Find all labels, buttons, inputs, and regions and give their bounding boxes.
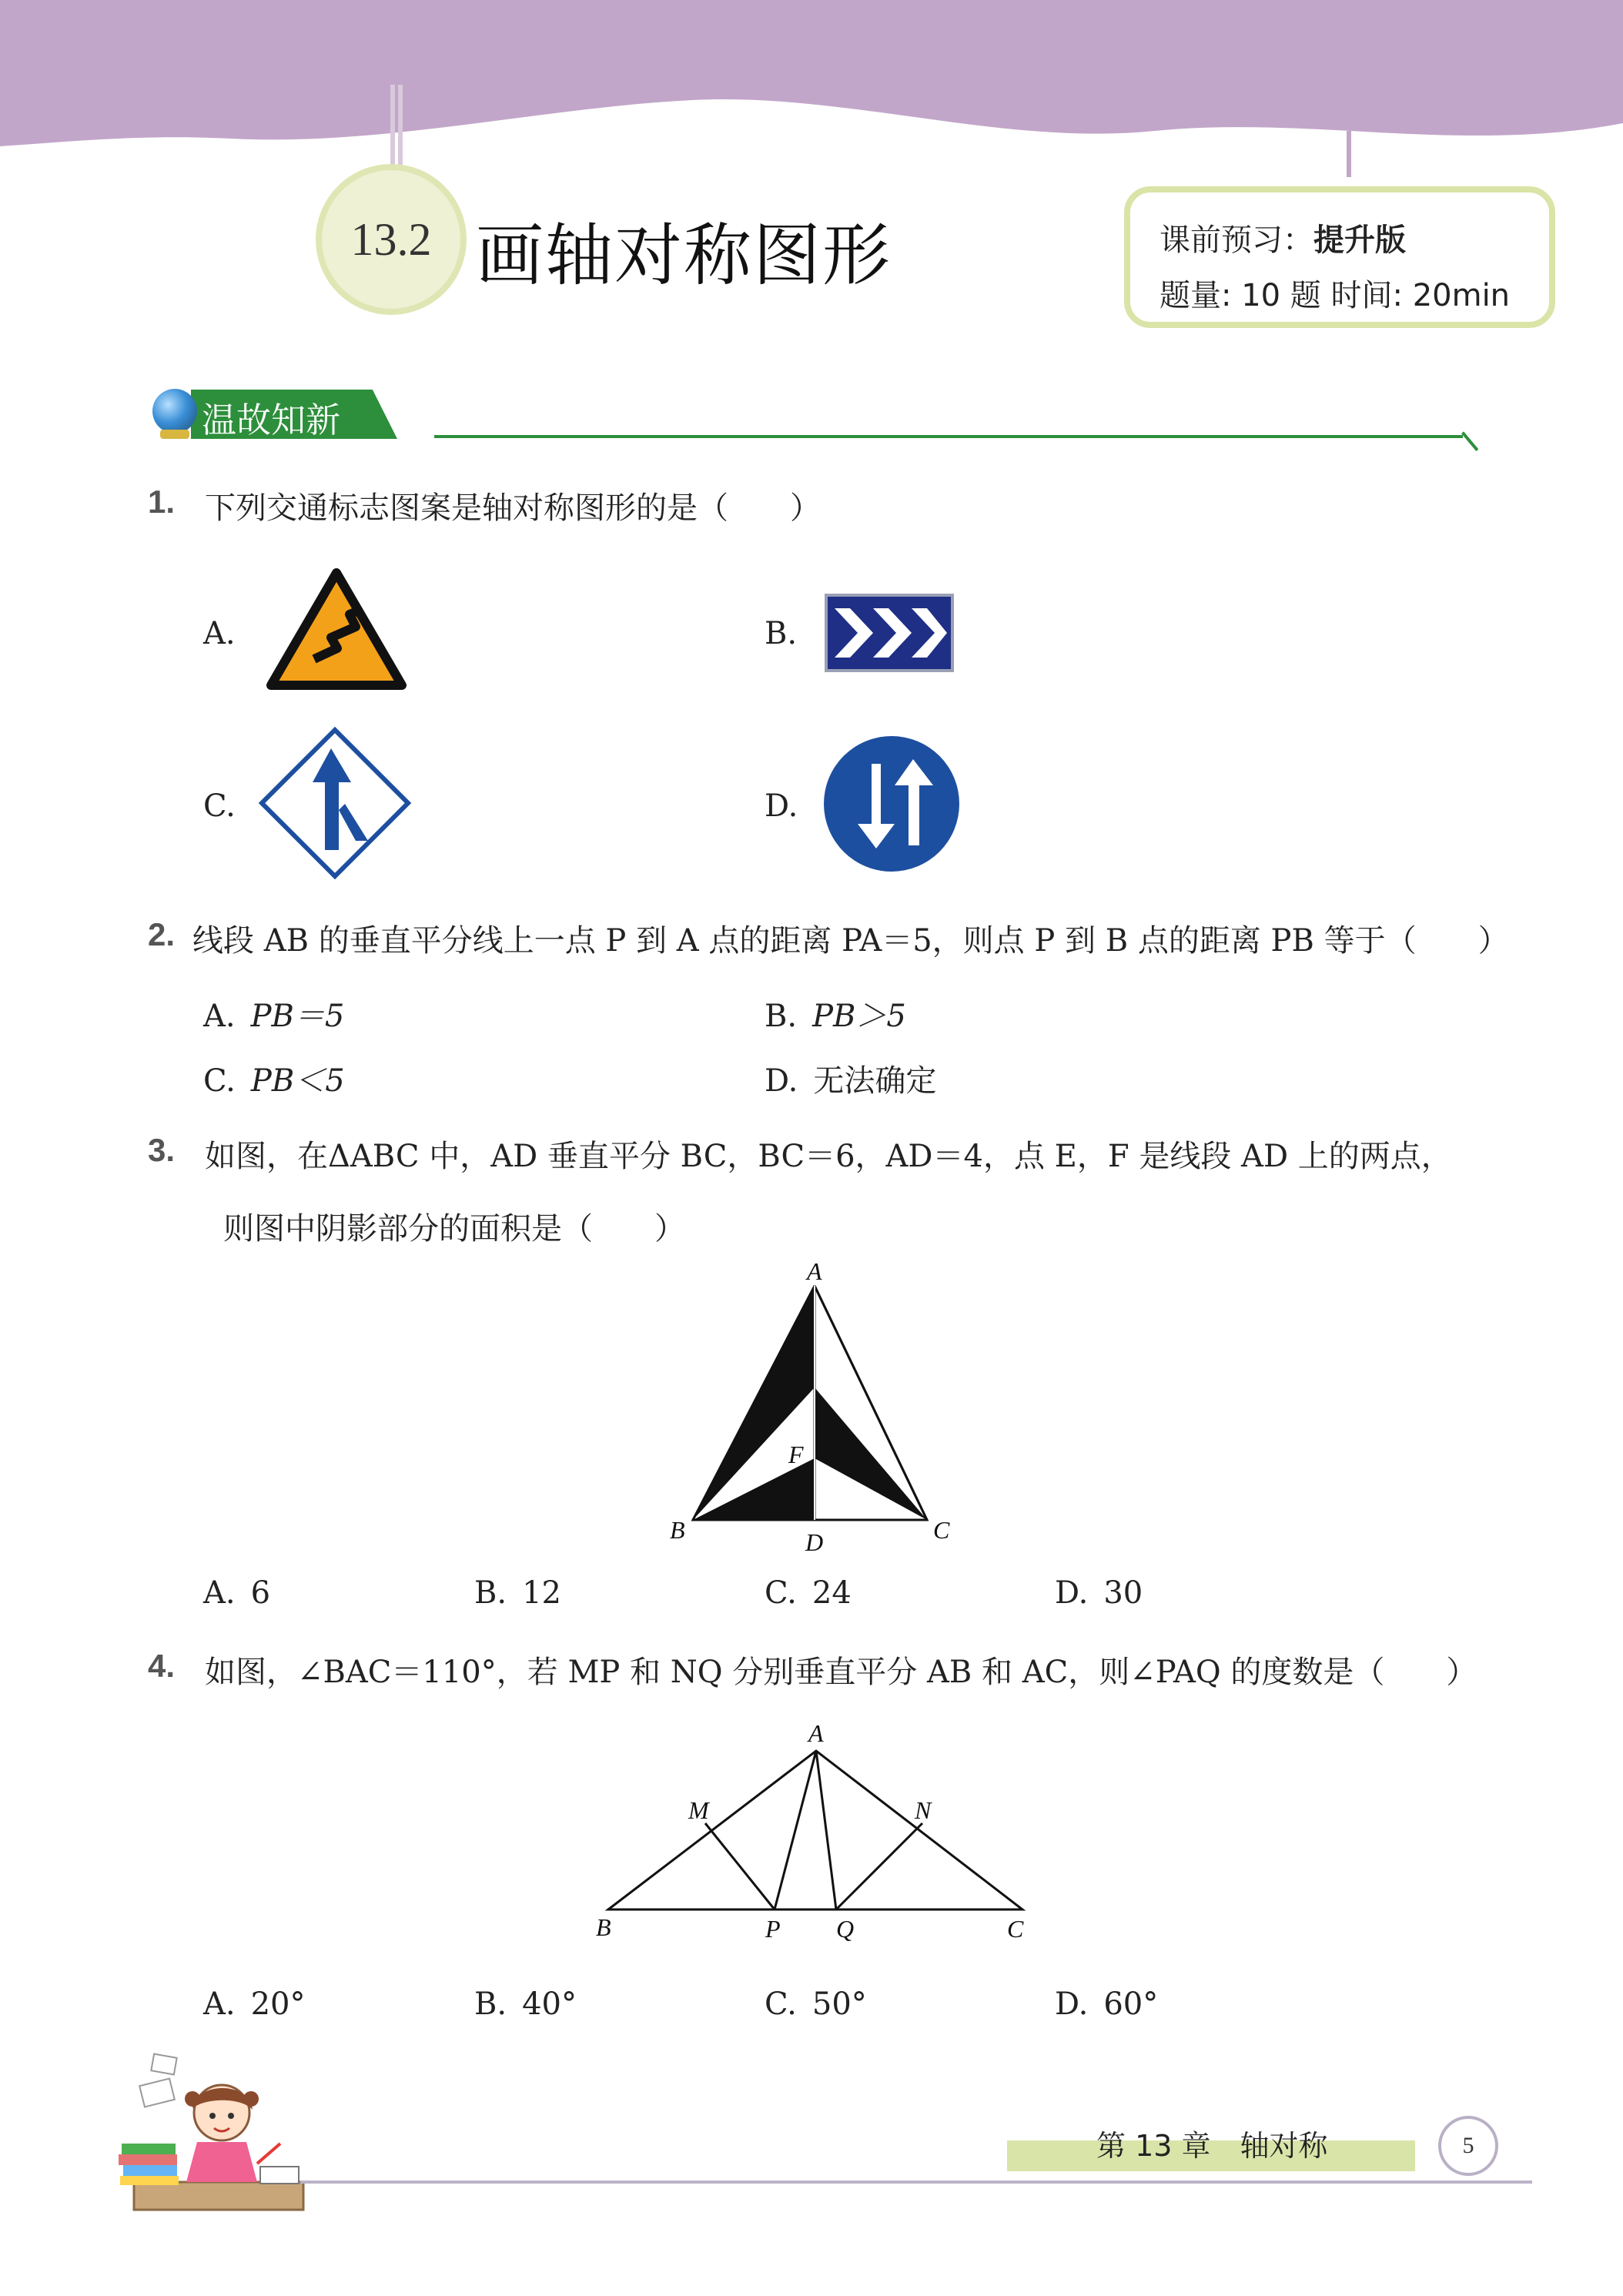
point-q-label: Q	[836, 1915, 855, 1943]
option-c: C. 24	[765, 1575, 852, 1611]
option-d: D. 30	[1055, 1575, 1143, 1611]
question-number: 2.	[148, 916, 176, 952]
option-label: A.	[203, 616, 236, 651]
option-label: C.	[203, 788, 236, 824]
page-number-badge	[1438, 2116, 1498, 2176]
section-number-badge	[316, 164, 467, 315]
preview-meta: 题量: 10 题 时间: 20min	[1160, 278, 1511, 313]
option-b: B. PB＞5	[765, 999, 906, 1034]
header-wave	[0, 0, 1623, 177]
point-c-label: C	[1007, 1915, 1024, 1943]
point-p-label: P	[765, 1915, 781, 1943]
preview-info-box	[1124, 186, 1555, 328]
option-label: B.	[765, 616, 798, 651]
point-b-label: B	[670, 1516, 685, 1544]
point-f-label: F	[788, 1441, 804, 1468]
section-divider-tail	[1461, 431, 1478, 451]
question-text-line2: 则图中阴影部分的面积是（ ）	[223, 1211, 685, 1247]
option-a: A. PB＝5	[203, 999, 345, 1034]
question-text: 下列交通标志图案是轴对称图形的是（ ）	[205, 490, 821, 526]
option-b: B. 40°	[474, 1986, 577, 2022]
point-n-label: N	[915, 1796, 932, 1824]
point-a-label: A	[807, 1257, 822, 1285]
sign-two-way-traffic-icon	[821, 733, 962, 875]
question-number: 1.	[148, 484, 176, 520]
point-c-label: C	[933, 1516, 950, 1544]
point-b-label: B	[596, 1913, 611, 1941]
option-d: D. 60°	[1055, 1986, 1159, 2022]
option-c: C. PB＜5	[203, 1063, 345, 1099]
sign-merge-diamond-icon	[259, 727, 411, 879]
option-d: D. 无法确定	[765, 1063, 937, 1099]
section-divider	[434, 435, 1463, 438]
option-a: A. 6	[203, 1575, 271, 1611]
section-title: 温故知新	[202, 400, 341, 440]
question-text: 线段 AB 的垂直平分线上一点 P 到 A 点的距离 PA＝5，则点 P 到 B 点的距离 PB 等于（ ）	[192, 923, 1509, 959]
point-m-label: M	[688, 1796, 709, 1824]
page-title: 画轴对称图形	[476, 216, 892, 295]
sign-chevron-icon	[824, 593, 955, 673]
preview-level: 提升版	[1313, 223, 1406, 258]
point-e-label: E	[819, 1362, 835, 1390]
triangle-shaded-figure	[662, 1257, 970, 1565]
question-text: 如图，∠BAC＝110°，若 MP 和 NQ 分别垂直平分 AB 和 AC，则∠PAQ 的度数是（ ）	[205, 1655, 1477, 1690]
option-c: C. 50°	[765, 1986, 867, 2022]
chapter-title: 第 13 章 轴对称	[1096, 2129, 1328, 2163]
section-number: 13.2	[350, 214, 432, 265]
question-number: 3.	[148, 1132, 176, 1168]
student-at-desk-illustration	[106, 2051, 322, 2213]
sign-winding-road-icon	[266, 568, 407, 691]
globe-stand	[160, 430, 189, 439]
point-a-label: A	[808, 1719, 824, 1747]
point-d-label: D	[805, 1528, 824, 1556]
option-label: D.	[765, 788, 798, 824]
globe-icon	[152, 389, 197, 433]
question-number: 4.	[148, 1648, 176, 1684]
page-number: 5	[1462, 2133, 1474, 2158]
footer-divider	[300, 2181, 1532, 2184]
option-b: B. 12	[474, 1575, 562, 1611]
option-a: A. 20°	[203, 1986, 306, 2022]
triangle-bisector-figure	[585, 1719, 1047, 1950]
preview-label: 课前预习：提升版	[1160, 223, 1406, 258]
question-text-line1: 如图，在ΔABC 中，AD 垂直平分 BC，BC＝6，AD＝4，点 E，F 是线段 AD 上的两点，	[205, 1139, 1452, 1174]
